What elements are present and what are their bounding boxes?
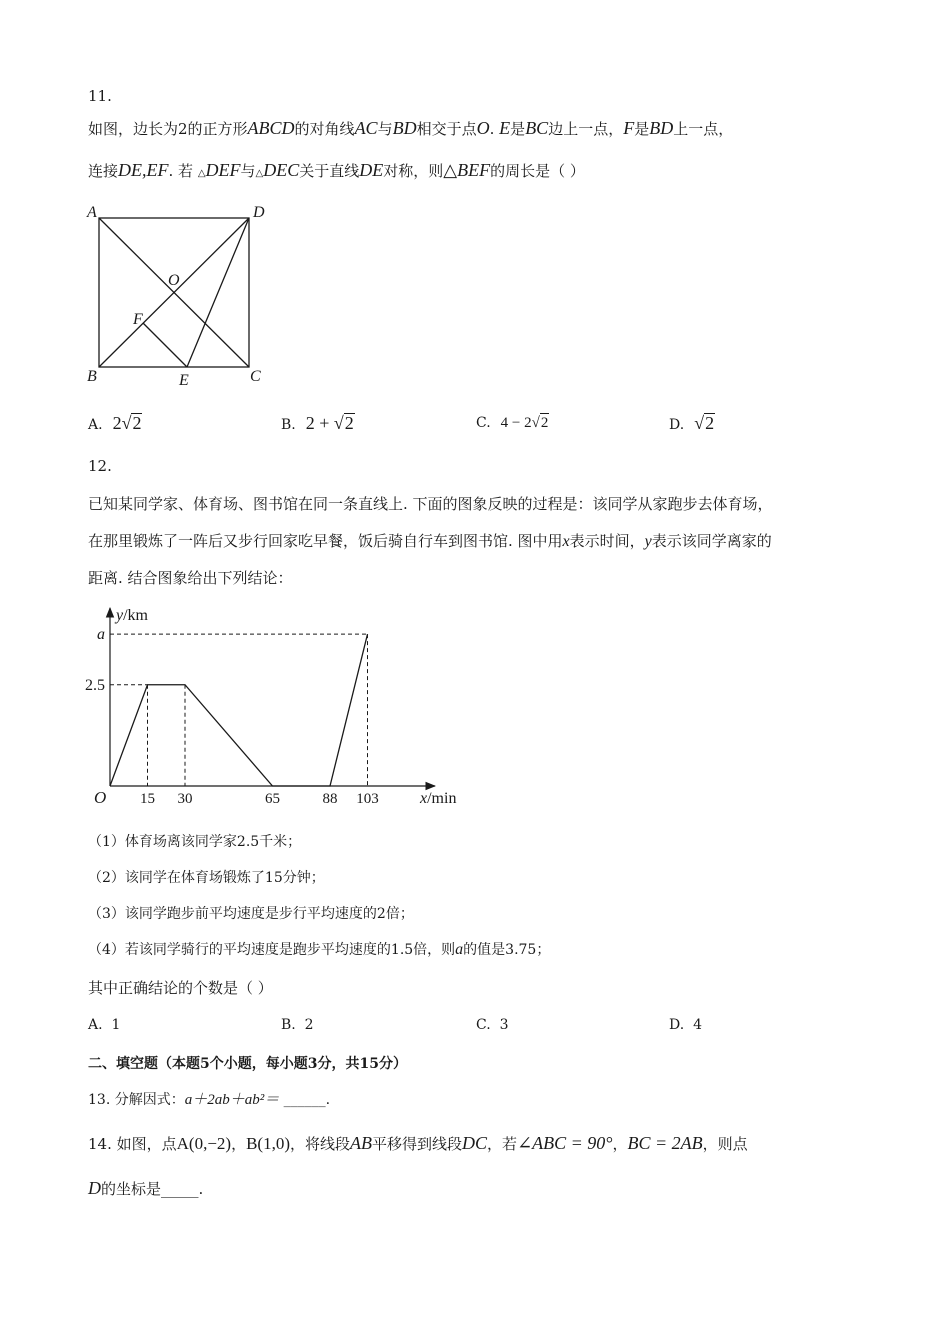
math: O (476, 118, 490, 138)
q11-option-b[interactable]: B. 2 + √2 (281, 413, 354, 433)
x-tick-label: 65 (265, 791, 280, 807)
text: （4）若该同学骑行的平均速度是跑步平均速度的1.5倍，则 (88, 942, 456, 958)
y-axis-label: y/km (116, 607, 148, 624)
option-pre: 4 − 2 (500, 415, 532, 431)
text: 对称，则 (383, 162, 444, 180)
label-e: E (179, 372, 189, 389)
math: BC = 2AB (627, 1133, 703, 1153)
text: 的坐标是 (101, 1180, 162, 1198)
option-label: D. (669, 1017, 685, 1033)
option-label: C. (476, 415, 491, 431)
math: E (499, 118, 511, 138)
option-label: B. (281, 1017, 296, 1033)
distance-time-chart (80, 600, 480, 815)
q12-question: 其中正确结论的个数是（ ） (88, 979, 273, 997)
chart-guides (110, 634, 368, 786)
q12-statement-1: （1）体育场离该同学家2.5千米； (88, 834, 302, 850)
math: D (88, 1178, 101, 1198)
text: 表示时间， (569, 532, 645, 550)
text: 与 (240, 162, 256, 180)
math: ∠ABC = 90° (517, 1133, 613, 1153)
q14-line2 (88, 1178, 203, 1199)
math: AB (350, 1133, 373, 1153)
math: F (623, 118, 635, 138)
y-tick-label: 2.5 (85, 676, 105, 694)
q12-option-d[interactable] (669, 1014, 702, 1036)
text: 相交于点 (416, 120, 477, 138)
option-label: A. (88, 417, 103, 433)
text: 连接 (88, 162, 119, 180)
option-label: A. (88, 1017, 103, 1033)
label-c: C (250, 368, 261, 385)
q11-option-d[interactable]: D. √2 (669, 413, 715, 433)
option-label: D. (669, 417, 685, 433)
q11-option-c[interactable]: C. 4 − 2√2 (476, 415, 549, 431)
triangle-symbol: △ (255, 168, 264, 179)
q12-option-c[interactable] (476, 1014, 509, 1036)
x-tick-label: 103 (356, 791, 379, 807)
text: ， (612, 1135, 628, 1153)
label-b: B (87, 368, 97, 385)
option-value: 4 (693, 1017, 703, 1033)
text: . (198, 1180, 204, 1198)
text: 13. 分解因式： (88, 1092, 185, 1108)
text: 的值是3.75； (463, 942, 551, 958)
q14-line1 (88, 1133, 748, 1154)
q12-line2 (88, 531, 772, 552)
text: ，若 (487, 1135, 518, 1153)
x-tick-label: 15 (140, 791, 155, 807)
text: ，将线段 (290, 1135, 351, 1153)
math: BEF (457, 160, 491, 180)
text: 边上一点， (548, 120, 624, 138)
q12-statement-4 (88, 940, 550, 960)
q12-option-b[interactable] (281, 1014, 314, 1036)
radicand: 2 (344, 413, 354, 433)
math: DEC (263, 160, 300, 180)
distance-series-line (110, 634, 368, 786)
option-label: C. (476, 1017, 491, 1033)
math: BD (392, 118, 417, 138)
math: DEF (205, 160, 241, 180)
text: 是 (634, 120, 650, 138)
text: 平移得到线段 (372, 1135, 463, 1153)
chart-series (110, 634, 368, 786)
q13 (88, 1090, 330, 1110)
segment-de (187, 218, 249, 367)
text: 的对角线 (294, 120, 355, 138)
q12-line1: 已知某同学家、体育场、图书馆在同一条直线上. 下面的图象反映的过程是：该同学从家跑步去体育场， (88, 495, 773, 513)
text: 上一点， (673, 120, 734, 138)
q12-number: 12. (88, 457, 112, 475)
x-tick-label: 88 (322, 791, 338, 807)
chart-axes (110, 608, 435, 786)
text: ，则点 (702, 1135, 748, 1153)
q12-line3: 距离. 结合图象给出下列结论： (88, 569, 293, 587)
segment-ef (143, 323, 187, 367)
math: ABCD (247, 118, 295, 138)
math: DC (462, 1133, 488, 1153)
radicand: 2 (705, 413, 715, 433)
math: BC (525, 118, 549, 138)
option-pre: 2 + (305, 413, 334, 433)
text: ， (231, 1135, 247, 1153)
label-o: O (168, 272, 180, 289)
answer-blank[interactable]: ______. (283, 1092, 331, 1108)
text: . 若 (168, 162, 194, 180)
label-a: A (87, 204, 97, 221)
math: BD (649, 118, 674, 138)
text: 在那里锻炼了一阵后又步行回家吃早餐，饭后骑自行车到图书馆. 图中用 (88, 532, 563, 550)
triangle-symbol: △ (443, 160, 458, 181)
text: 是 (510, 120, 526, 138)
label-f: F (133, 311, 143, 328)
x-tick-label: 30 (177, 791, 193, 807)
origin-label: O (94, 788, 107, 807)
text: 如图，边长为2的正方形 (88, 120, 248, 138)
math: B(1,0) (246, 1134, 290, 1153)
radicand: 2 (132, 413, 142, 433)
text: 的周长是（ ） (490, 162, 585, 180)
text: . (489, 120, 495, 138)
q12-option-a[interactable] (88, 1014, 120, 1036)
math: a (455, 941, 464, 958)
section-2-title: 二、填空题（本题5个小题，每小题3分，共15分） (88, 1056, 407, 1072)
math: A(0,−2) (176, 1134, 232, 1153)
math: AC (354, 118, 378, 138)
option-value: 1 (111, 1017, 121, 1033)
math: a＋2ab＋ab²＝ (184, 1092, 280, 1108)
text: 与 (377, 120, 393, 138)
label-d: D (253, 204, 265, 221)
q11-option-a[interactable]: A. 2√2 (88, 413, 142, 433)
text: 表示该同学离家的 (651, 532, 772, 550)
math: x (562, 533, 570, 550)
q11-number: 11. (88, 87, 112, 105)
text: 14. 如图，点 (88, 1135, 177, 1153)
q11-line1 (88, 118, 733, 139)
q12-statement-2: （2）该同学在体育场锻炼了15分钟； (88, 870, 325, 886)
option-pre: 2 (112, 413, 122, 433)
q12-statement-3: （3）该同学跑步前平均速度是步行平均速度的2倍； (88, 906, 414, 922)
x-axis-label: x/min (420, 790, 457, 807)
y-tick-label: a (97, 626, 105, 644)
math: DE (359, 160, 384, 180)
radicand: 2 (540, 415, 549, 431)
option-label: B. (281, 417, 296, 433)
triangle-symbol: △ (197, 168, 206, 179)
math: DE,EF (118, 160, 169, 180)
q11-line2 (88, 160, 585, 184)
option-value: 3 (499, 1017, 509, 1033)
chart-labels (85, 607, 456, 807)
option-value: 2 (304, 1017, 314, 1033)
answer-blank[interactable]: _____ (161, 1180, 199, 1198)
math: y (644, 533, 652, 550)
text: 关于直线 (299, 162, 360, 180)
